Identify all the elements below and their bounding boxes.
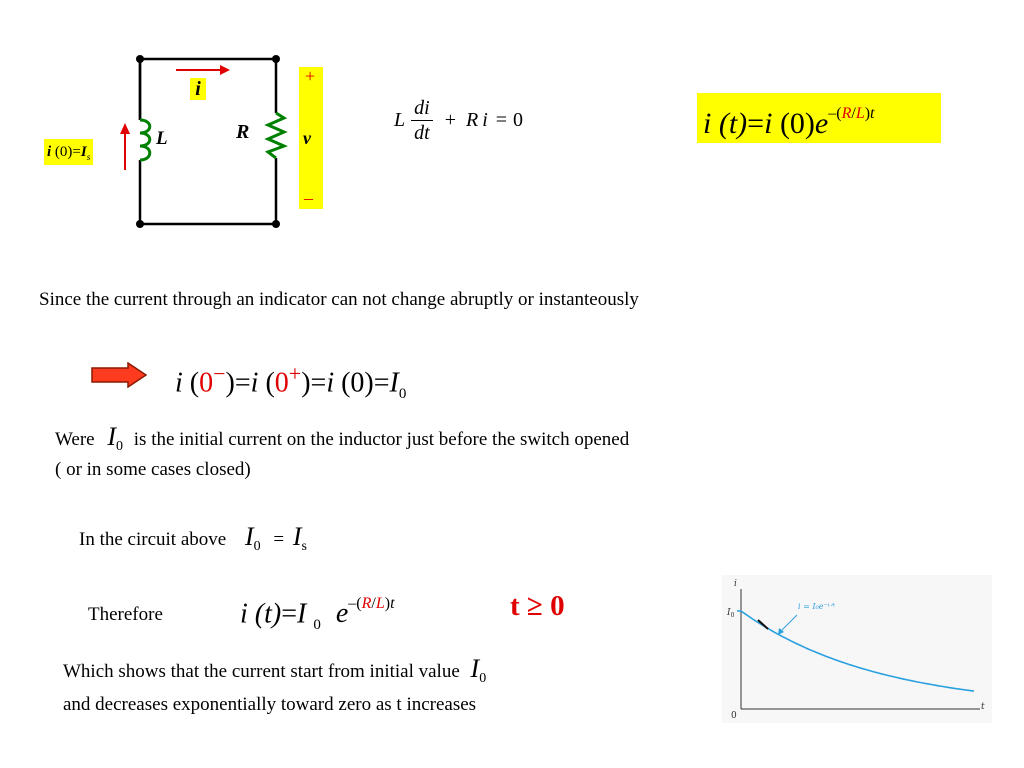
ode-equation xyxy=(394,90,523,150)
th-eq: = xyxy=(281,598,298,630)
cont-i3: i xyxy=(326,367,335,399)
graph-x-label: t xyxy=(981,702,985,712)
graph-background xyxy=(722,575,992,723)
right-arrow-icon xyxy=(90,362,148,388)
were-sub: 0 xyxy=(116,438,124,454)
sol-exp-R: R xyxy=(841,105,852,122)
conc-I: I xyxy=(470,654,480,683)
conclusion-line-2: and decreases exponentially toward zero as t increases xyxy=(63,694,477,715)
sol-exp-minus: –( xyxy=(828,105,842,122)
sol-exp-slash: / xyxy=(851,105,856,122)
node-top-right xyxy=(272,55,280,63)
voltage-minus: – xyxy=(304,188,313,208)
inductor-label: L xyxy=(156,128,168,149)
ode-num: di xyxy=(411,96,433,121)
sol-exp-close: ) xyxy=(864,105,871,122)
cont-zero-plus: 0 xyxy=(274,367,289,399)
cont-p1o: ( xyxy=(189,367,200,399)
curve-label: i = I₀e⁻ᵗᐟᵗ xyxy=(798,602,836,611)
cont-i2: i xyxy=(250,367,259,399)
node-bottom-right xyxy=(272,220,280,228)
initial-current-label xyxy=(44,139,93,165)
cont-eq1: = xyxy=(234,367,251,399)
graph-origin: 0 xyxy=(731,711,737,721)
ca-sub0: 0 xyxy=(253,538,261,554)
sol-exponent xyxy=(828,105,874,122)
sol-zarg: (0) xyxy=(779,107,815,140)
continuity-statement: Since the current through an indicator can not change abruptly or instanteously xyxy=(39,289,639,310)
cont-I: I xyxy=(389,367,399,399)
cont-arg3: (0) xyxy=(341,367,374,399)
ode-L: L xyxy=(394,108,406,131)
continuity-equation xyxy=(175,352,407,402)
ca-eq: = xyxy=(273,529,285,550)
init-eq: = xyxy=(72,144,81,160)
ode-eq: = xyxy=(495,108,508,131)
were-I: I xyxy=(107,422,117,451)
therefore-equation xyxy=(240,585,395,631)
cont-sub: 0 xyxy=(398,385,407,402)
th-targ: (t) xyxy=(254,598,282,630)
th-i: i xyxy=(240,598,248,630)
init-i: i xyxy=(47,144,52,160)
init-I: I xyxy=(80,144,87,160)
decay-graph xyxy=(722,575,992,723)
th-exp-close: ) xyxy=(384,595,391,612)
sol-i0: i xyxy=(764,107,773,140)
ca-subs: s xyxy=(301,538,307,554)
were-rest: is the initial current on the inductor just before the switch opened xyxy=(133,429,630,450)
solution-box xyxy=(697,93,941,143)
th-exp-t: t xyxy=(390,595,395,612)
cont-eq2: = xyxy=(310,367,327,399)
therefore-word: Therefore xyxy=(88,604,163,625)
time-condition: t ≥ 0 xyxy=(510,590,565,622)
th-I: I xyxy=(297,598,307,630)
th-exp-L: L xyxy=(375,595,385,612)
resistor-label: R xyxy=(236,121,250,143)
cont-minus: − xyxy=(213,361,226,386)
conclusion-text-1: Which shows that the current start from initial value xyxy=(63,661,460,682)
ode-plus: + xyxy=(444,108,456,131)
cont-p2c: ) xyxy=(301,367,311,399)
cont-plus: + xyxy=(288,361,302,386)
ode-R: R xyxy=(465,108,479,131)
init-sub: s xyxy=(86,153,91,163)
voltage-plus: + xyxy=(305,66,316,86)
current-label: i xyxy=(190,78,206,100)
voltage-label: v xyxy=(303,128,311,148)
circuit-above-line xyxy=(79,520,307,554)
graph-y-label: i xyxy=(734,579,737,589)
inductor-coil xyxy=(140,120,150,160)
circuit-above-text: In the circuit above xyxy=(79,529,227,550)
were-word: Were xyxy=(55,429,95,450)
th-exponent xyxy=(348,595,394,612)
th-exp-minus: –( xyxy=(348,595,362,612)
ode-fraction xyxy=(411,96,433,145)
node-bottom-left xyxy=(136,220,144,228)
sol-e: e xyxy=(814,107,829,140)
graph-I0-label: $I_0$ xyxy=(727,608,735,619)
th-sub: 0 xyxy=(313,616,321,633)
sol-exp-L: L xyxy=(855,105,865,122)
conclusion-line-1 xyxy=(63,652,486,686)
sol-i: i xyxy=(703,107,712,140)
cont-p1c: ) xyxy=(225,367,235,399)
ca-I: I xyxy=(244,522,254,551)
resistor-zigzag xyxy=(268,113,284,158)
node-top-left xyxy=(136,55,144,63)
sol-eq: = xyxy=(747,107,765,140)
sol-targ: (t) xyxy=(718,107,748,140)
ca-I2: I xyxy=(292,522,302,551)
th-exp-slash: / xyxy=(371,595,376,612)
ode-den: dt xyxy=(414,121,430,144)
init-arg: (0) xyxy=(54,144,73,160)
cont-p2o: ( xyxy=(265,367,275,399)
cont-i1: i xyxy=(175,367,183,399)
th-exp-R: R xyxy=(361,595,372,612)
conc-sub: 0 xyxy=(479,670,487,686)
were-line-2: ( or in some cases closed) xyxy=(55,459,251,480)
initial-current-arrow xyxy=(120,123,130,170)
cont-eq3: = xyxy=(373,367,390,399)
were-line xyxy=(55,422,629,452)
ode-zero: 0 xyxy=(513,108,524,131)
cont-zero-minus: 0 xyxy=(199,367,214,399)
sol-exp-t: t xyxy=(870,105,875,122)
current-arrow-top xyxy=(176,65,230,75)
ode-i: i xyxy=(482,108,488,131)
th-e: e xyxy=(335,598,349,630)
